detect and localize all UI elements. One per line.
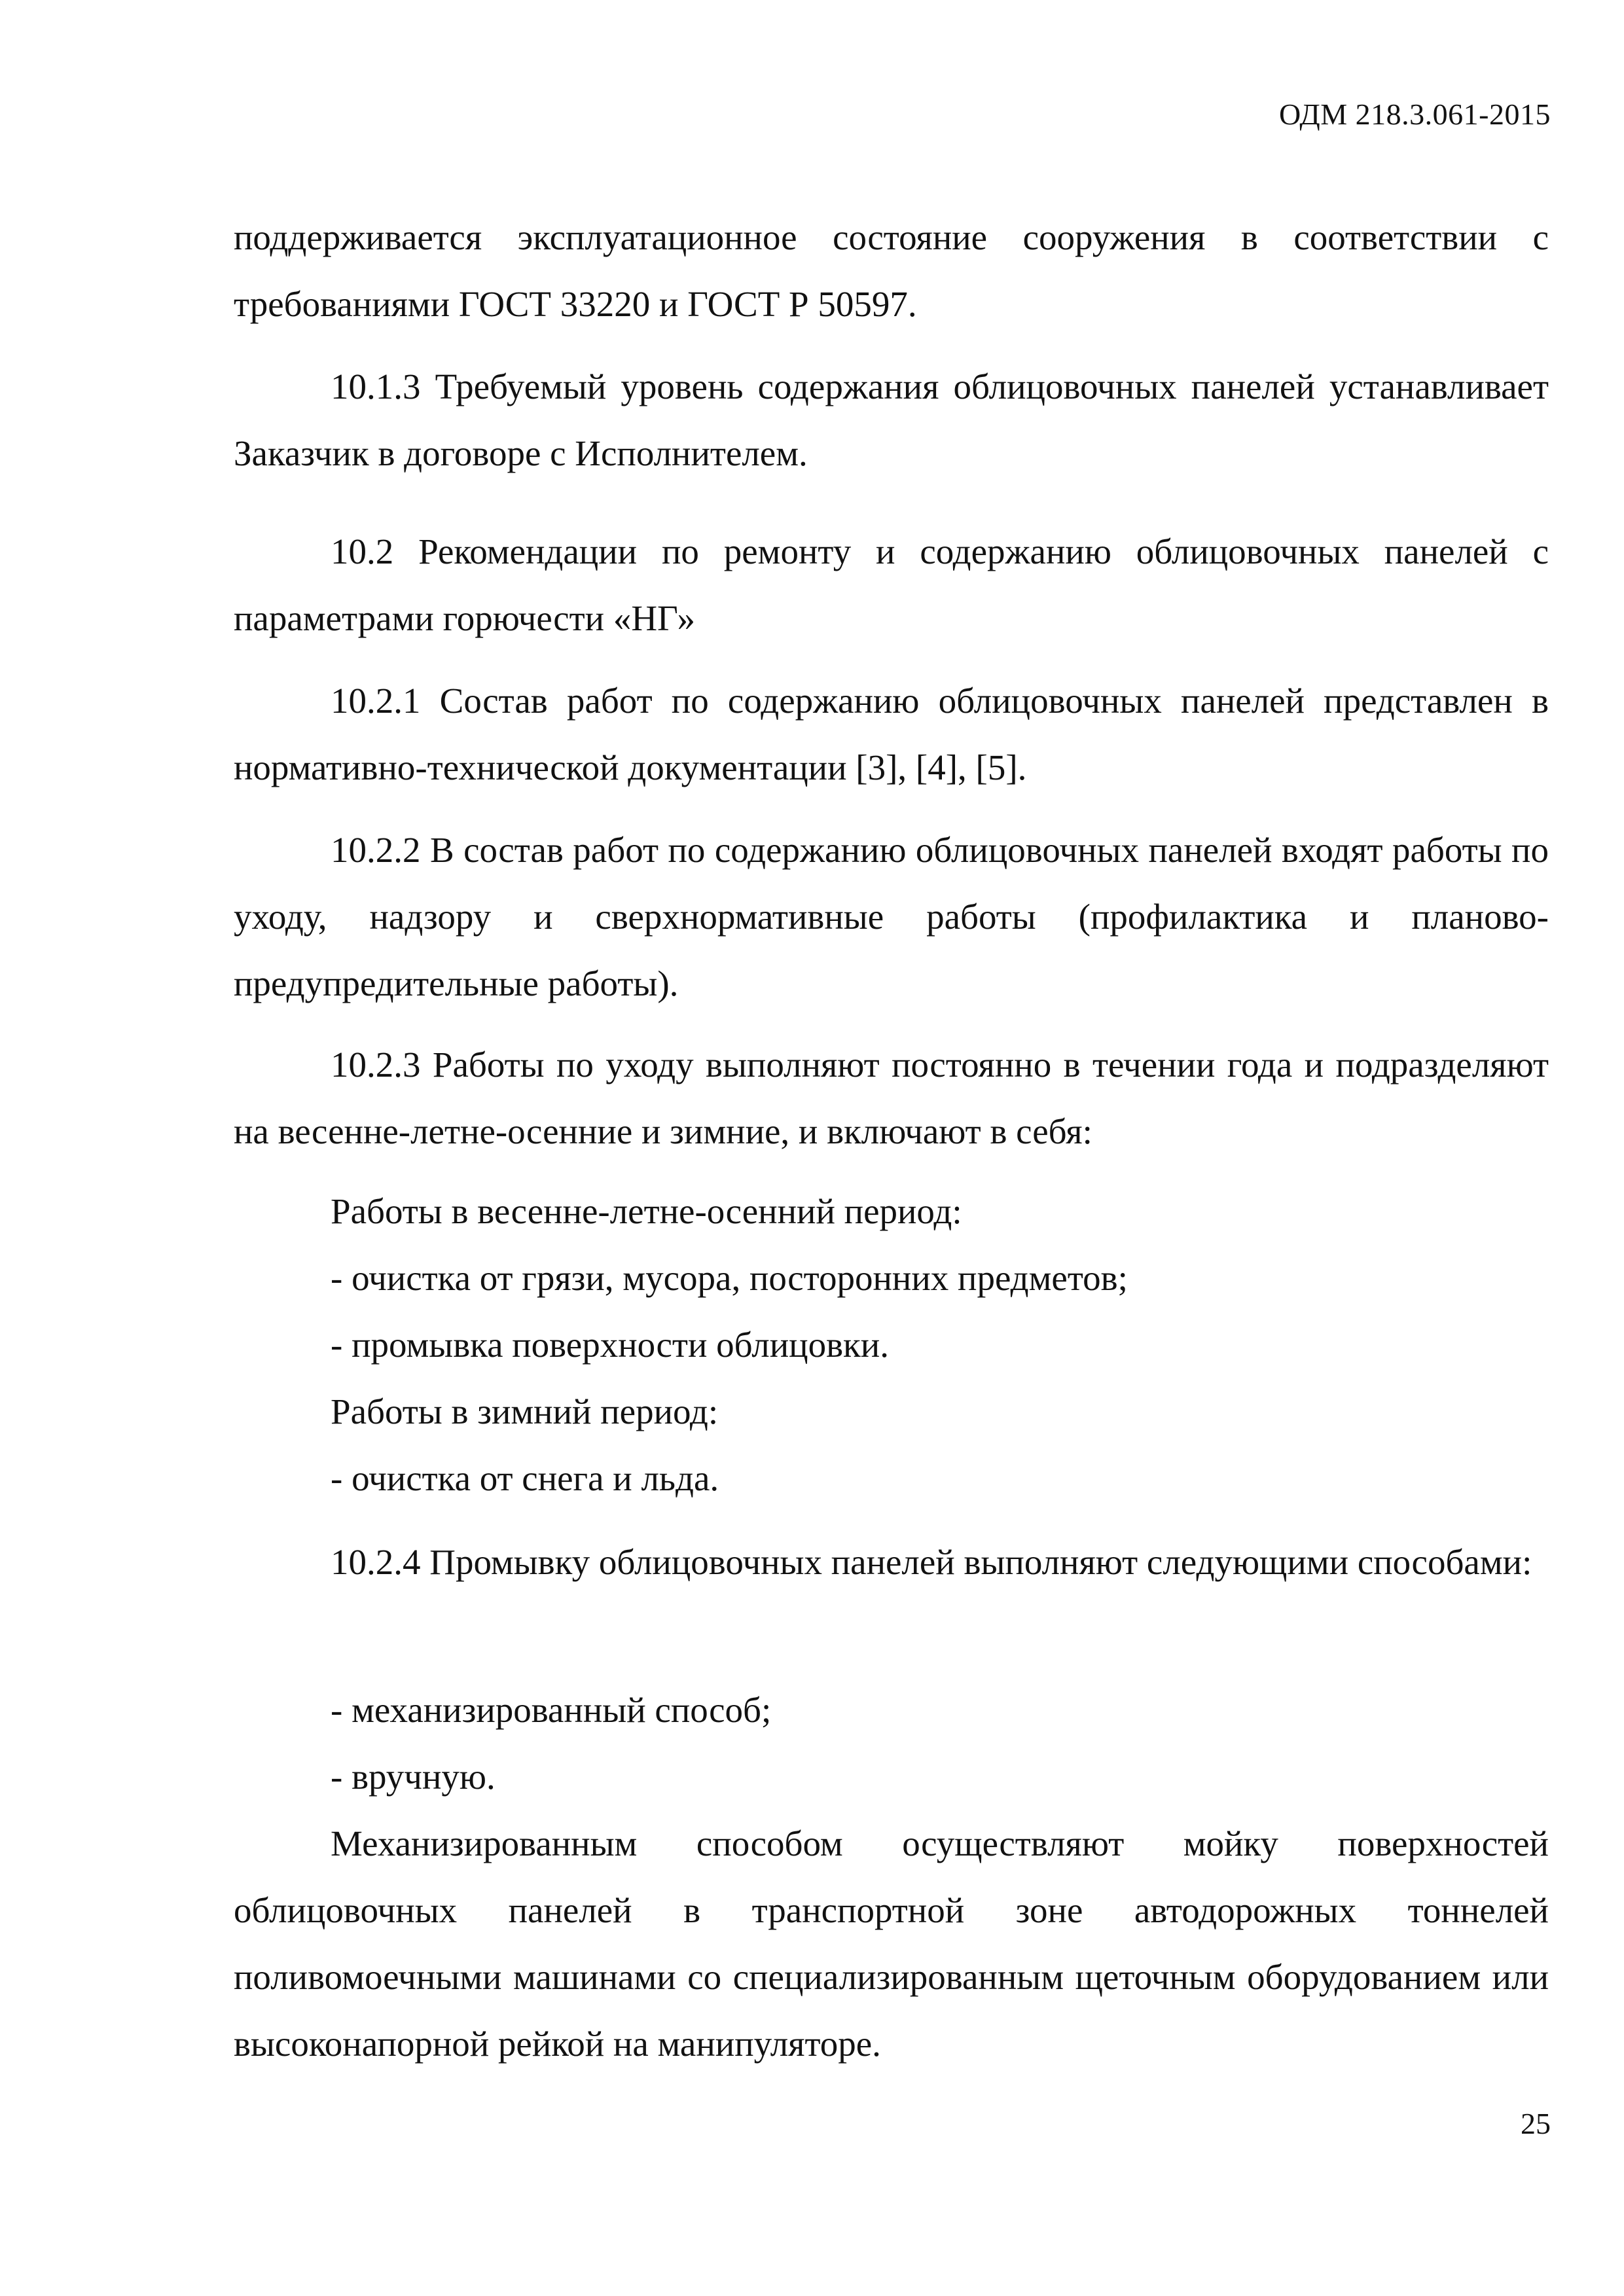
list-item-cleaning-debris: - очистка от грязи, мусора, посторонних предметов;: [331, 1258, 1128, 1298]
document-code-header: ОДМ 218.3.061-2015: [1278, 98, 1551, 131]
list-item-manual: - вручную.: [331, 1757, 496, 1797]
list-item-mechanized: - механизированный способ;: [331, 1690, 772, 1730]
paragraph-mechanized-method: Механизированным способом осуществляют мойку поверхностей облицовочных панелей в транспортной зоне автодорожных тоннелей поливомоечными машинами со специализированным щеточным оборудованием или высоконапорной рейкой на манипуляторе.: [234, 1823, 1549, 2064]
paragraph-10-1-3: 10.1.3 Требуемый уровень содержания облицовочных панелей устанавливает Заказчик в договоре с Исполнителем.: [234, 367, 1549, 473]
list-item-snow-ice: - очистка от снега и льда.: [331, 1458, 719, 1498]
list-heading-winter: Работы в зимний период:: [331, 1391, 719, 1431]
paragraph-10-2-1: 10.2.1 Состав работ по содержанию облицовочных панелей представлен в нормативно-технической документации [3], [4], [5].: [234, 681, 1549, 787]
paragraph-10-2-2: 10.2.2 В состав работ по содержанию облицовочных панелей входят работы по уходу, надзору и сверхнормативные работы (профилактика и планово-предупредительные работы).: [234, 830, 1549, 1003]
page-number: 25: [1521, 2107, 1551, 2140]
paragraph-continuation: поддерживается эксплуатационное состояние сооружения в соответствии с требованиями ГОСТ 33220 и ГОСТ Р 50597.: [234, 217, 1549, 324]
section-heading-10-2: 10.2 Рекомендации по ремонту и содержанию облицовочных панелей с параметрами горючести «НГ»: [234, 531, 1549, 638]
list-heading-spring-summer-autumn: Работы в весенне-летне-осенний период:: [331, 1191, 962, 1231]
paragraph-10-2-4: 10.2.4 Промывку облицовочных панелей выполняют следующими способами:: [331, 1542, 1532, 1582]
list-item-washing-surface: - промывка поверхности облицовки.: [331, 1325, 889, 1365]
paragraph-10-2-3: 10.2.3 Работы по уходу выполняют постоянно в течении года и подразделяют на весенне-летне-осенние и зимние, и включают в себя:: [234, 1045, 1549, 1151]
